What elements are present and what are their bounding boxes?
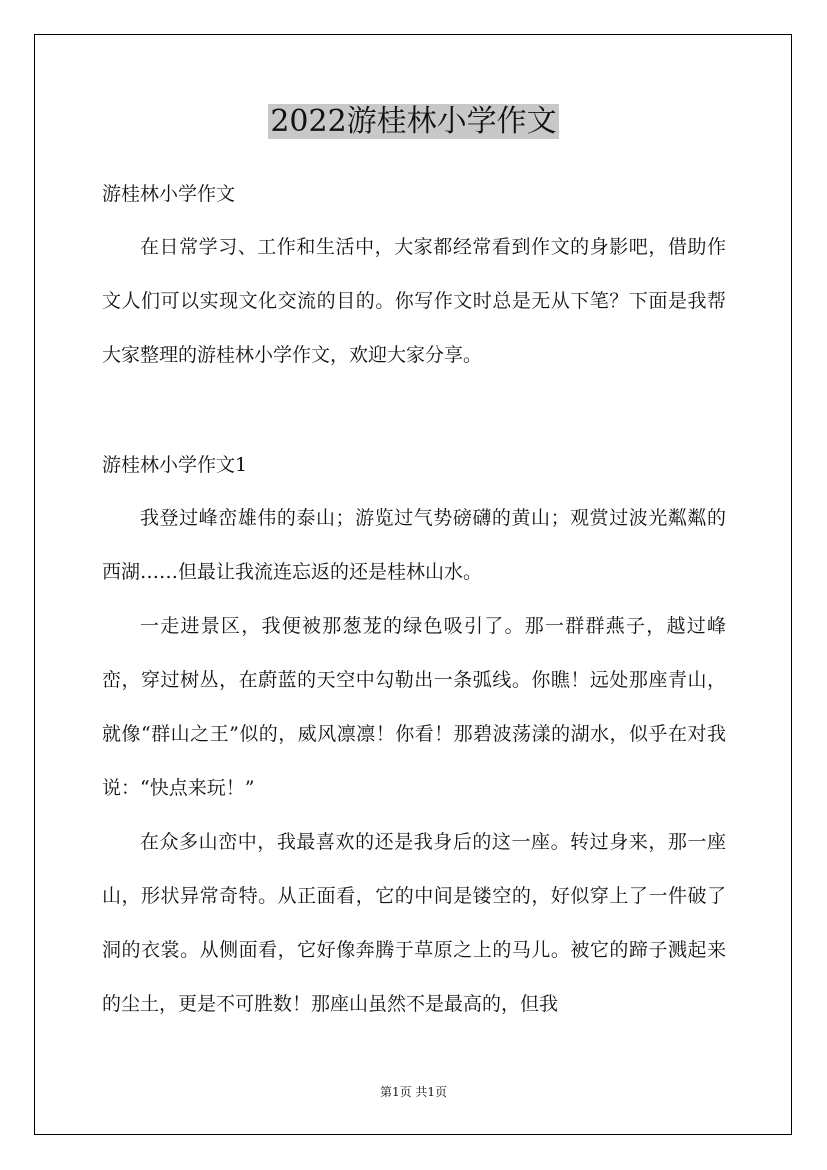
document-title-text: 2022游桂林小学作文 (270, 104, 557, 139)
page-footer: 第1页 共1页 (379, 1085, 448, 1099)
section-heading: 游桂林小学作文 (102, 183, 236, 205)
document-title (0, 102, 827, 142)
section-heading-1: 游桂林小学作文1 (102, 454, 248, 476)
body-paragraph-3: 在众多山峦中，我最喜欢的还是我身后的这一座。转过身来，那一座山，形状异常奇特。从正面看，它的中间是镂空的，好似穿上了一件破了洞的衣裳。从侧面看，它好像奔腾于草原之上的马儿。被它的蹄子溅起来的尘土，更是不可胜数！那座山虽然不是最高的，但我 (102, 831, 726, 1015)
body-paragraph-2: 一走进景区，我便被那葱茏的绿色吸引了。那一群群燕子，越过峰峦，穿过树丛，在蔚蓝的天空中勾勒出一条弧线。你瞧！远处那座青山，就像“群山之王”似的，威风凛凛！你看！那碧波荡漾的湖水，似乎在对我说：“快点来玩！” (102, 615, 726, 799)
body-paragraph-1: 我登过峰峦雄伟的泰山；游览过气势磅礴的黄山；观赏过波光粼粼的西湖……但最让我流连忘返的还是桂林山水。 (102, 507, 726, 583)
intro-paragraph: 在日常学习、工作和生活中，大家都经常看到作文的身影吧，借助作文人们可以实现文化交流的目的。你写作文时总是无从下笔？下面是我帮大家整理的游桂林小学作文，欢迎大家分享。 (102, 236, 726, 366)
